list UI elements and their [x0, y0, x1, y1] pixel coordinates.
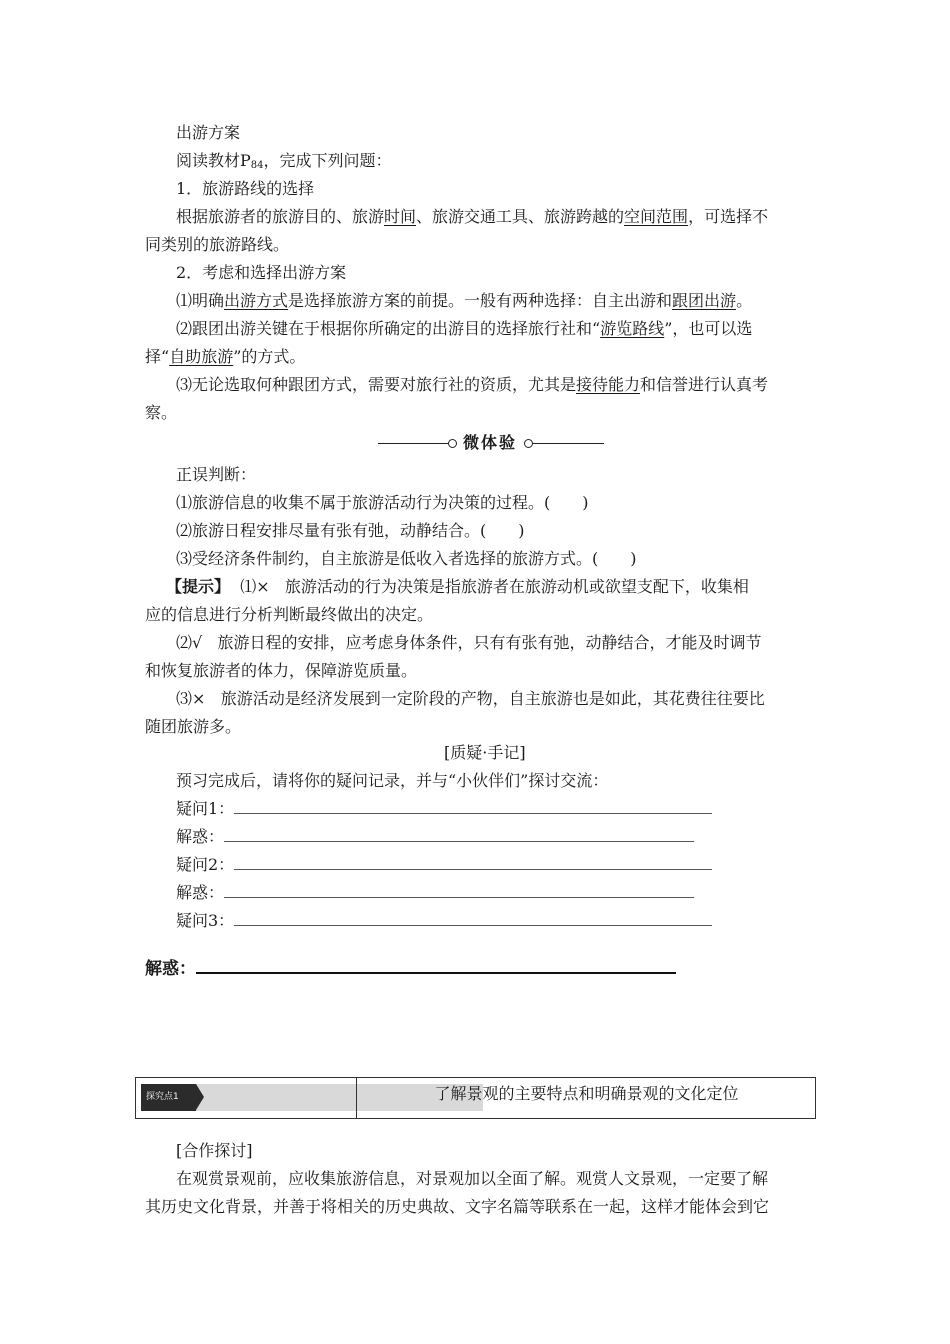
- paragraph-route: 根据旅游者的旅游目的、旅游时间、旅游交通工具、旅游跨越的空间范围，可选择不: [176, 207, 769, 226]
- coop-title: [合作探讨]: [176, 1141, 253, 1160]
- tag-arrow-icon: [196, 1084, 204, 1110]
- explore-point-heading: 了解景观的主要特点和明确景观的文化定位: [434, 1084, 739, 1103]
- item-1: ⑴明确出游方式是选择旅游方案的前提。一般有两种选择：自主出游和跟团出游。: [176, 291, 753, 310]
- question-2: ⑵旅游日程安排尽量有张有弛，动静结合。( ): [176, 521, 525, 540]
- paragraph-route-cont: 同类别的旅游路线。: [145, 235, 290, 254]
- coop-paragraph: 在观赏景观前，应收集旅游信息，对景观加以全面了解。观赏人文景观，一定要了解: [176, 1169, 769, 1188]
- micro-experience-title: 微体验: [462, 433, 517, 452]
- question-line-1[interactable]: 疑问1：: [176, 798, 712, 820]
- micro-experience-divider: [378, 432, 604, 454]
- coop-paragraph-cont: 其历史文化背景，并善于将相关的历史典故、文字名篇等联系在一起，这样才能体会到它: [145, 1197, 770, 1216]
- hint-answer-3: ⑶× 旅游活动是经济发展到一定阶段的产物，自主旅游也是如此，其花费往往要比: [176, 689, 765, 708]
- question-line-2[interactable]: 疑问2：: [176, 854, 712, 876]
- notes-title: [质疑·手记]: [444, 743, 526, 762]
- heading-route: 1．旅游路线的选择: [176, 179, 315, 198]
- notes-intro: 预习完成后，请将你的疑问记录，并与“小伙伴们”探讨交流：: [176, 771, 609, 790]
- hint-answer-2-cont: 和恢复旅游者的体力，保障游览质量。: [145, 661, 418, 680]
- answer-line-1[interactable]: 解惑：: [176, 826, 694, 848]
- answer-line-3[interactable]: 解惑：: [145, 958, 676, 980]
- hint-answer-1: 【提示】 ⑴× 旅游活动的行为决策是指旅游者在旅游动机或欲望支配下，收集相: [166, 577, 749, 596]
- item-3: ⑶无论选取何种跟团方式，需要对旅行社的资质，尤其是接待能力和信誉进行认真考: [176, 375, 769, 394]
- divider-dot-icon: [448, 439, 457, 448]
- item-2: ⑵跟团出游关键在于根据你所确定的出游目的选择旅行社和“游览路线”，也可以选: [176, 319, 753, 338]
- explore-point-label: 探究点1: [141, 1084, 196, 1111]
- hint-answer-2: ⑵√ 旅游日程的安排，应考虑身体条件，只有有张有弛，动静结合，才能及时调节: [176, 633, 762, 652]
- section-title: 出游方案: [176, 123, 241, 142]
- intro-line: 阅读教材$P_{84}$，完成下列问题：: [176, 151, 392, 171]
- explore-point-box: [135, 1077, 816, 1119]
- question-3: ⑶受经济条件制约，自主旅游是低收入者选择的旅游方式。( ): [176, 549, 637, 568]
- answer-line-2[interactable]: 解惑：: [176, 882, 694, 904]
- item-2-cont: 择“自助旅游”的方式。: [145, 347, 306, 366]
- hint-answer-3-cont: 随团旅游多。: [145, 717, 242, 736]
- judge-title: 正误判断：: [176, 465, 257, 484]
- heading-plan: 2．考虑和选择出游方案: [176, 263, 347, 282]
- question-1: ⑴旅游信息的收集不属于旅游活动行为决策的过程。( ): [176, 493, 589, 512]
- divider-dot-icon: [524, 439, 533, 448]
- question-line-3[interactable]: 疑问3：: [176, 910, 712, 932]
- hint-answer-1-cont: 应的信息进行分析判断最终做出的决定。: [145, 605, 434, 624]
- hint-label: 【提示】: [166, 577, 231, 596]
- item-3-cont: 察。: [145, 403, 178, 422]
